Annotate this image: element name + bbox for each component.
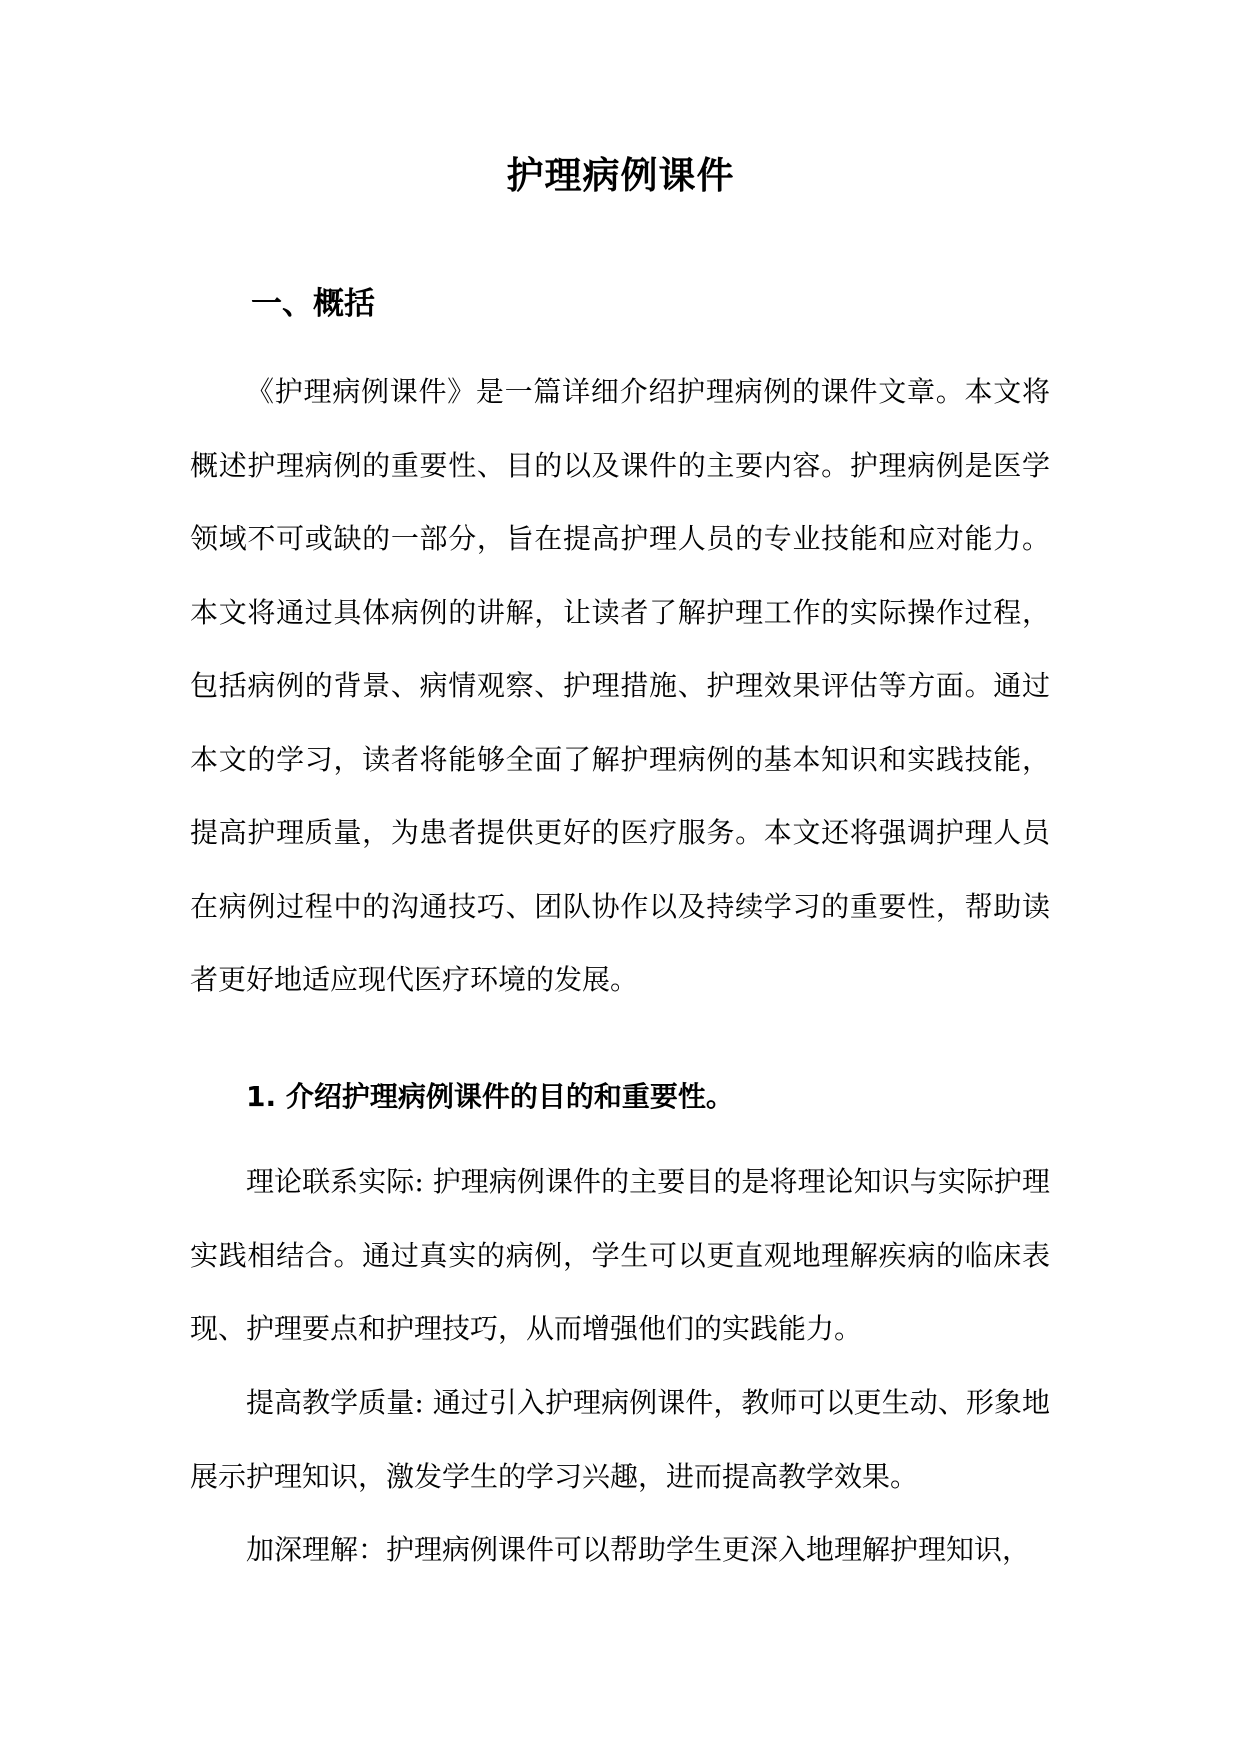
paragraph-teaching-quality: 提高教学质量: 通过引入护理病例课件，教师可以更生动、形象地展示护理知识，激发学生的学习兴趣，进而提高教学效果。 [190,1386,1050,1493]
paragraph-theory-practice: 理论联系实际: 护理病例课件的主要目的是将理论知识与实际护理实践相结合。通过真实的病例，学生可以更直观地理解疾病的临床表现、护理要点和护理技巧，从而增强他们的实践能力。 [190,1165,1050,1345]
subsection-heading-purpose: 1. 介绍护理病例课件的目的和重要性。 [246,1080,734,1113]
paragraph-deepen-understanding: 加深理解：护理病例课件可以帮助学生更深入地理解护理知识， [246,1533,1031,1566]
document-title: 护理病例课件 [506,154,735,197]
overview-paragraph: 《护理病例课件》是一篇详细介绍护理病例的课件文章。本文将概述护理病例的重要性、目的以及课件的主要内容。护理病例是医学领域不可或缺的一部分，旨在提高护理人员的专业技能和应对能力。本文将通过具体病例的讲解，让读者了解护理工作的实际操作过程，包括病例的背景、病情观察、护理措施、护理效果评估等方面。通过本文的学习，读者将能够全面了解护理病例的基本知识和实践技能，提高护理质量，为患者提供更好的医疗服务。本文还将强调护理人员在病例过程中的沟通技巧、团队协作以及持续学习的重要性，帮助读者更好地适应现代医疗环境的发展。 [190,375,1050,996]
section-heading-overview: 一、概括 [251,286,375,322]
